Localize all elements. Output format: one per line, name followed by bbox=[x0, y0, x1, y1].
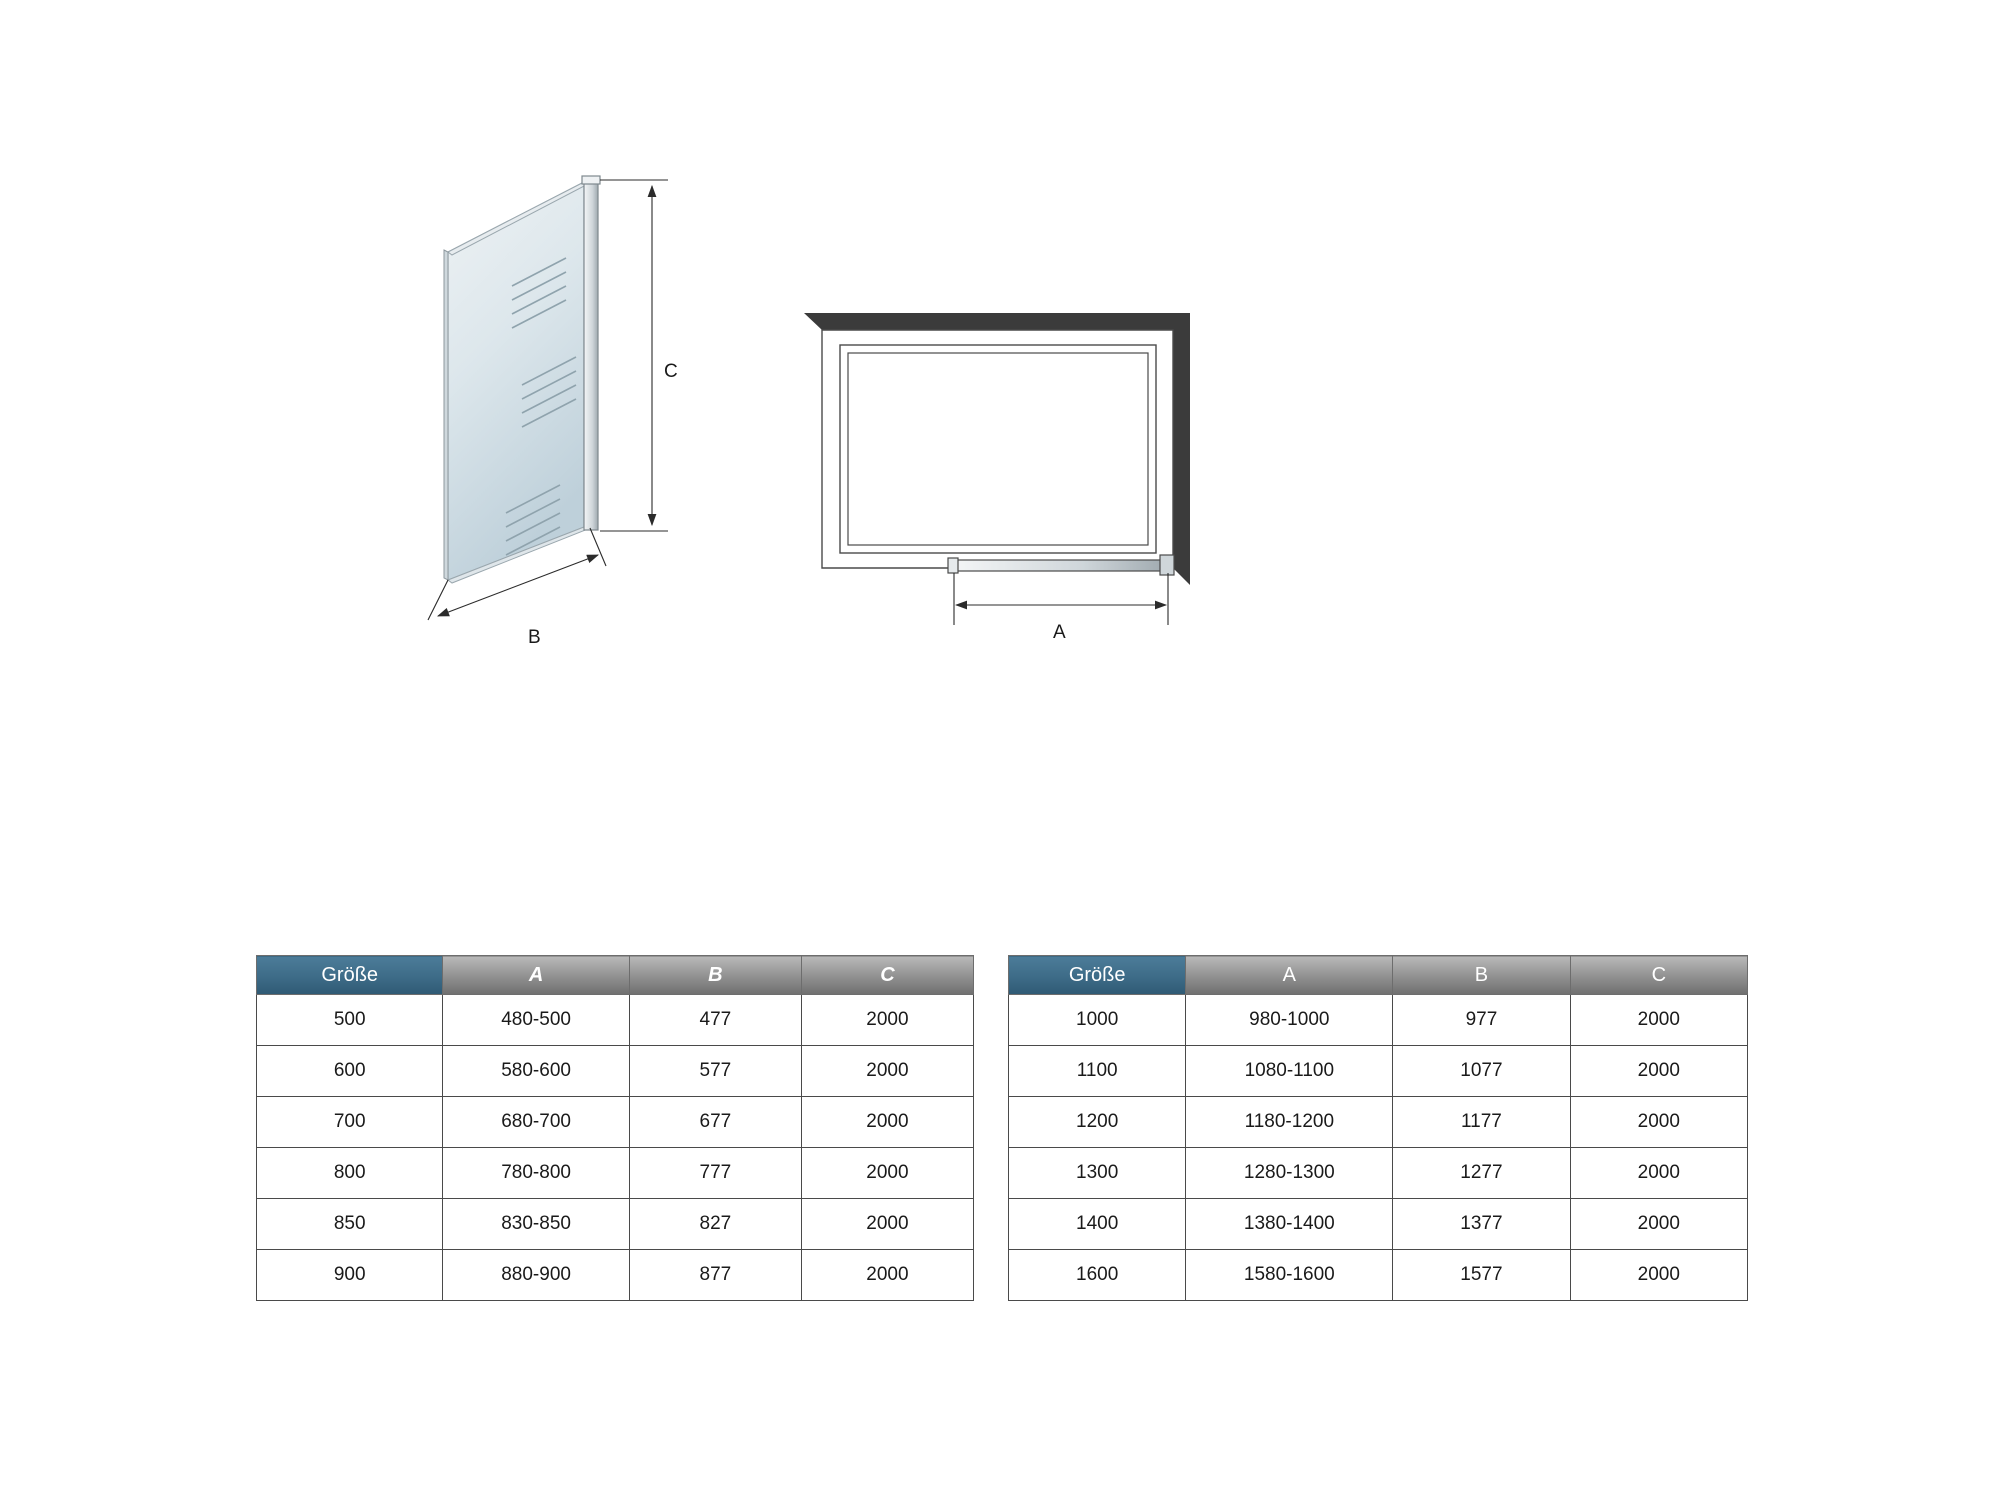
dimension-c bbox=[600, 180, 668, 531]
cell-size: 1300 bbox=[1009, 1148, 1186, 1199]
post-cap bbox=[582, 176, 600, 184]
table-row bbox=[1009, 1046, 1748, 1097]
cell-size: 850 bbox=[257, 1199, 443, 1250]
cell-b: 1377 bbox=[1393, 1199, 1570, 1250]
cell-size: 600 bbox=[257, 1046, 443, 1097]
header-cell-b: B bbox=[1393, 956, 1570, 995]
wall-top bbox=[804, 313, 1190, 330]
wall-profile bbox=[444, 250, 448, 580]
dimension-a-label: A bbox=[1053, 622, 1066, 643]
cell-b: 1077 bbox=[1393, 1046, 1570, 1097]
cell-c: 2000 bbox=[801, 995, 973, 1046]
header-cell-c: C bbox=[1570, 956, 1747, 995]
header-cell-c: C bbox=[801, 956, 973, 995]
cell-c: 2000 bbox=[801, 1250, 973, 1301]
cell-size: 1000 bbox=[1009, 995, 1186, 1046]
cell-b: 977 bbox=[1393, 995, 1570, 1046]
cell-a: 580-600 bbox=[443, 1046, 629, 1097]
tray-inner-2 bbox=[848, 353, 1148, 545]
header-cell-size: Größe bbox=[257, 956, 443, 995]
cell-b: 577 bbox=[629, 1046, 801, 1097]
cell-b: 1577 bbox=[1393, 1250, 1570, 1301]
diagram-area bbox=[248, 0, 1756, 900]
dimension-a bbox=[954, 573, 1168, 625]
table-row bbox=[1009, 1097, 1748, 1148]
cell-a: 480-500 bbox=[443, 995, 629, 1046]
dimension-table-right bbox=[1008, 955, 1748, 1301]
wall-bracket bbox=[1160, 555, 1174, 575]
cell-b: 1277 bbox=[1393, 1148, 1570, 1199]
cell-b: 777 bbox=[629, 1148, 801, 1199]
header-cell-b: B bbox=[629, 956, 801, 995]
dimension-table-left bbox=[256, 955, 974, 1301]
cell-a: 1180-1200 bbox=[1186, 1097, 1393, 1148]
table-row bbox=[257, 1250, 974, 1301]
cell-c: 2000 bbox=[1570, 1199, 1747, 1250]
cell-a: 880-900 bbox=[443, 1250, 629, 1301]
cell-a: 1380-1400 bbox=[1186, 1199, 1393, 1250]
cell-size: 1200 bbox=[1009, 1097, 1186, 1148]
table-row bbox=[1009, 1148, 1748, 1199]
cell-c: 2000 bbox=[801, 1199, 973, 1250]
header-cell-size: Größe bbox=[1009, 956, 1186, 995]
wall-right bbox=[1173, 313, 1190, 585]
cell-a: 680-700 bbox=[443, 1097, 629, 1148]
cell-size: 700 bbox=[257, 1097, 443, 1148]
cell-a: 1080-1100 bbox=[1186, 1046, 1393, 1097]
shower-panel-top-view bbox=[804, 313, 1190, 643]
cell-a: 1280-1300 bbox=[1186, 1148, 1393, 1199]
dimension-tables bbox=[248, 955, 1756, 1295]
cell-c: 2000 bbox=[1570, 1046, 1747, 1097]
cell-c: 2000 bbox=[801, 1148, 973, 1199]
cell-size: 800 bbox=[257, 1148, 443, 1199]
header-cell-a: A bbox=[1186, 956, 1393, 995]
cell-b: 1177 bbox=[1393, 1097, 1570, 1148]
cell-size: 1600 bbox=[1009, 1250, 1186, 1301]
cell-b: 827 bbox=[629, 1199, 801, 1250]
cell-b: 877 bbox=[629, 1250, 801, 1301]
cell-c: 2000 bbox=[1570, 1097, 1747, 1148]
table-row bbox=[257, 1199, 974, 1250]
table-row bbox=[257, 1046, 974, 1097]
table-row bbox=[257, 1097, 974, 1148]
cell-size: 1100 bbox=[1009, 1046, 1186, 1097]
table-header-row bbox=[1009, 956, 1748, 995]
cell-a: 980-1000 bbox=[1186, 995, 1393, 1046]
cell-a: 780-800 bbox=[443, 1148, 629, 1199]
cell-size: 900 bbox=[257, 1250, 443, 1301]
table-row bbox=[257, 1148, 974, 1199]
table-header-row bbox=[257, 956, 974, 995]
table-row bbox=[257, 995, 974, 1046]
drawing-canvas bbox=[248, 0, 1756, 1503]
cell-c: 2000 bbox=[801, 1046, 973, 1097]
cell-b: 677 bbox=[629, 1097, 801, 1148]
header-cell-a: A bbox=[443, 956, 629, 995]
panel-end-cap bbox=[948, 558, 958, 573]
cell-c: 2000 bbox=[801, 1097, 973, 1148]
dimension-b-label: B bbox=[528, 627, 541, 648]
table-row bbox=[1009, 995, 1748, 1046]
glass-panel-plan bbox=[954, 560, 1168, 571]
dimension-c-label: C bbox=[664, 361, 678, 382]
cell-c: 2000 bbox=[1570, 995, 1747, 1046]
cell-c: 2000 bbox=[1570, 1148, 1747, 1199]
cell-size: 500 bbox=[257, 995, 443, 1046]
table-row bbox=[1009, 1250, 1748, 1301]
cell-b: 477 bbox=[629, 995, 801, 1046]
cell-c: 2000 bbox=[1570, 1250, 1747, 1301]
cell-a: 1580-1600 bbox=[1186, 1250, 1393, 1301]
cell-size: 1400 bbox=[1009, 1199, 1186, 1250]
vertical-post bbox=[584, 182, 598, 530]
shower-panel-perspective-view bbox=[428, 176, 678, 648]
cell-a: 830-850 bbox=[443, 1199, 629, 1250]
table-row bbox=[1009, 1199, 1748, 1250]
